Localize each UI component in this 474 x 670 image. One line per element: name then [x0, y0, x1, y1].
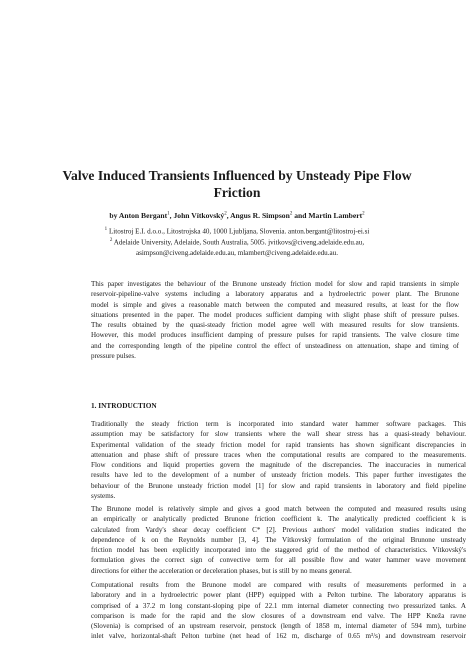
paragraph-line: results have led to the development of a number of unsteady friction models. This paper further investigates the [91, 471, 466, 480]
paragraph-line: Computational results from the Brunone model are compared with results of measurements performed in a [91, 581, 466, 589]
by-label: by [109, 211, 118, 220]
paragraph-line: Experimental validation of the steady friction model for rapid transients has shown significant discrepancies in [91, 440, 466, 449]
abstract-line: However, this model produces insufficient damping of pressure pulses for rapid transients. The valve closure time [91, 331, 459, 340]
abstract-line: This paper investigates the behaviour of the Brunone unsteady friction model for slow and rapid transients in simple [91, 280, 459, 288]
abstract-line: situations presented in the paper. The model produces sufficient damping with slight phase shift of pressure pulses. [91, 310, 459, 319]
paragraph-line: friction model has been explicitly incorporated into the staggered grid of the method of characteristics. Vítkovský's [91, 546, 466, 554]
author-affiliation-mark: 2 [224, 211, 227, 217]
affiliation-text: asimpson@civeng.adelaide.edu.au, mlambert@civeng.adelaide.edu.au. [136, 248, 338, 257]
author-name: John Vítkovský [173, 211, 225, 220]
abstract-line: model is simple and gives a reasonable match between the computed and measured results, at least for the flow [91, 300, 459, 309]
paragraph-line: an empirically or analytically predicted Brunone friction coefficient k. The analytically predicted coefficient k is [91, 515, 466, 524]
paragraph-line: assumption may be satisfactory for slow transients where the wall shear stress has a quasi-steady behaviour. [91, 430, 466, 439]
paragraph-line: directions for either the acceleration or deceleration phases, but is still by no means general. [91, 566, 352, 575]
paragraph-line: attenuation and phase shift of pressure traces when the computational results are compared to the measurements. [91, 450, 466, 459]
paragraph-line: comparison is made for the rapid and the slow closures of a downstream end valve. The HPP Kneža ravne [91, 611, 466, 620]
author-name: Angus R. Simpson [230, 211, 290, 220]
affiliation-mark: 1 [104, 227, 108, 232]
author-name: Anton Bergant [118, 211, 168, 220]
paragraph-line: laboratory and in a hydroelectric power plant (HPP) equipped with a Pelton turbine. The laboratory apparatus is [91, 591, 466, 600]
body-paragraph [91, 419, 466, 501]
section-heading: 1. INTRODUCTION [91, 401, 157, 410]
title-line: Valve Induced Transients Influenced by Unsteady Pipe Flow [62, 168, 412, 183]
author-affiliation-mark: 2 [362, 211, 365, 217]
affiliation-line [20, 248, 454, 258]
paragraph-line: behaviour of the Brunone unsteady friction model [1] for slow and rapid transients in laboratory and field pipeline [91, 481, 466, 490]
paragraph-line: Traditionally the steady friction term is incorporated into standard water hammer software packages. This [91, 420, 466, 428]
paragraph-line: Flow conditions and liquid properties govern the magnitude of the discrepancies. The inaccuracies in numerical [91, 461, 466, 469]
paragraph-line: formulation gives the correct sign of convective term for all possible flow and water hammer wave movement [91, 556, 466, 565]
author-name: Martin Lambert [308, 211, 363, 220]
author-affiliation-mark: 1 [167, 211, 170, 217]
abstract-line: The results obtained by the quasi-steady friction model agree well with measured results for slow transients. [91, 321, 459, 329]
affiliation-line [20, 236, 454, 247]
paragraph-line: comprised of a 37.2 m long constant-sloping pipe of 22.1 mm internal diameter connecting two pressurized tanks. A [91, 601, 466, 610]
paragraph-line: The Brunone model is relatively simple and gives a good match between the computed and measured results using [91, 505, 466, 513]
abstract-line: and the corresponding length of the pipeline control the effect of unsteadiness on attenuation, shape and timing of [91, 341, 459, 350]
paragraph-line: systems. [91, 491, 116, 500]
affiliation-line [20, 225, 454, 236]
paragraph-line: calculated from Vardy's shear decay coefficient C* [2]. Previous authors' model validation studies indicated the [91, 525, 466, 534]
affiliation-mark: 2 [109, 238, 113, 244]
affiliations [20, 225, 454, 258]
abstract-line: pressure pulses. [91, 351, 136, 360]
abstract-line: reservoir-pipeline-valve systems including a laboratory apparatus and a hydroelectric power plant. The Brunone [91, 290, 459, 299]
author-separator: , [226, 211, 231, 220]
author-affiliation-mark: 2 [289, 211, 293, 217]
paragraph-line: (Slovenia) is comprised of an upstream reservoir, penstock (length of 1858 m, internal diameter of 594 mm), turbine [91, 622, 466, 630]
paper-title [40, 167, 434, 201]
body-paragraph [91, 580, 466, 642]
author-line [20, 211, 454, 220]
affiliation-text: Litostroj E.I. d.o.o., Litostrojska 40, 1000 Ljubljana, Slovenia. anton.bergant@litostroj-ei.si [107, 227, 370, 236]
abstract [91, 279, 459, 361]
author-separator: and [292, 211, 309, 220]
paragraph-line: inlet valve, horizontal-shaft Pelton turbine (net head of 162 m, discharge of 0.65 m³/s) and downstream reservoir [91, 632, 466, 641]
paragraph-line: dependence of k on the Reynolds number [3, 4]. The Vítkovský formulation of the original Brunone unsteady [91, 535, 466, 544]
author-separator: , [169, 211, 174, 220]
body-paragraph [91, 504, 466, 576]
affiliation-text: Adelaide University, Adelaide, South Australia, 5005. jvitkovs@civeng.adelaide.edu.au, [112, 238, 365, 247]
title-line: Friction [213, 185, 261, 200]
